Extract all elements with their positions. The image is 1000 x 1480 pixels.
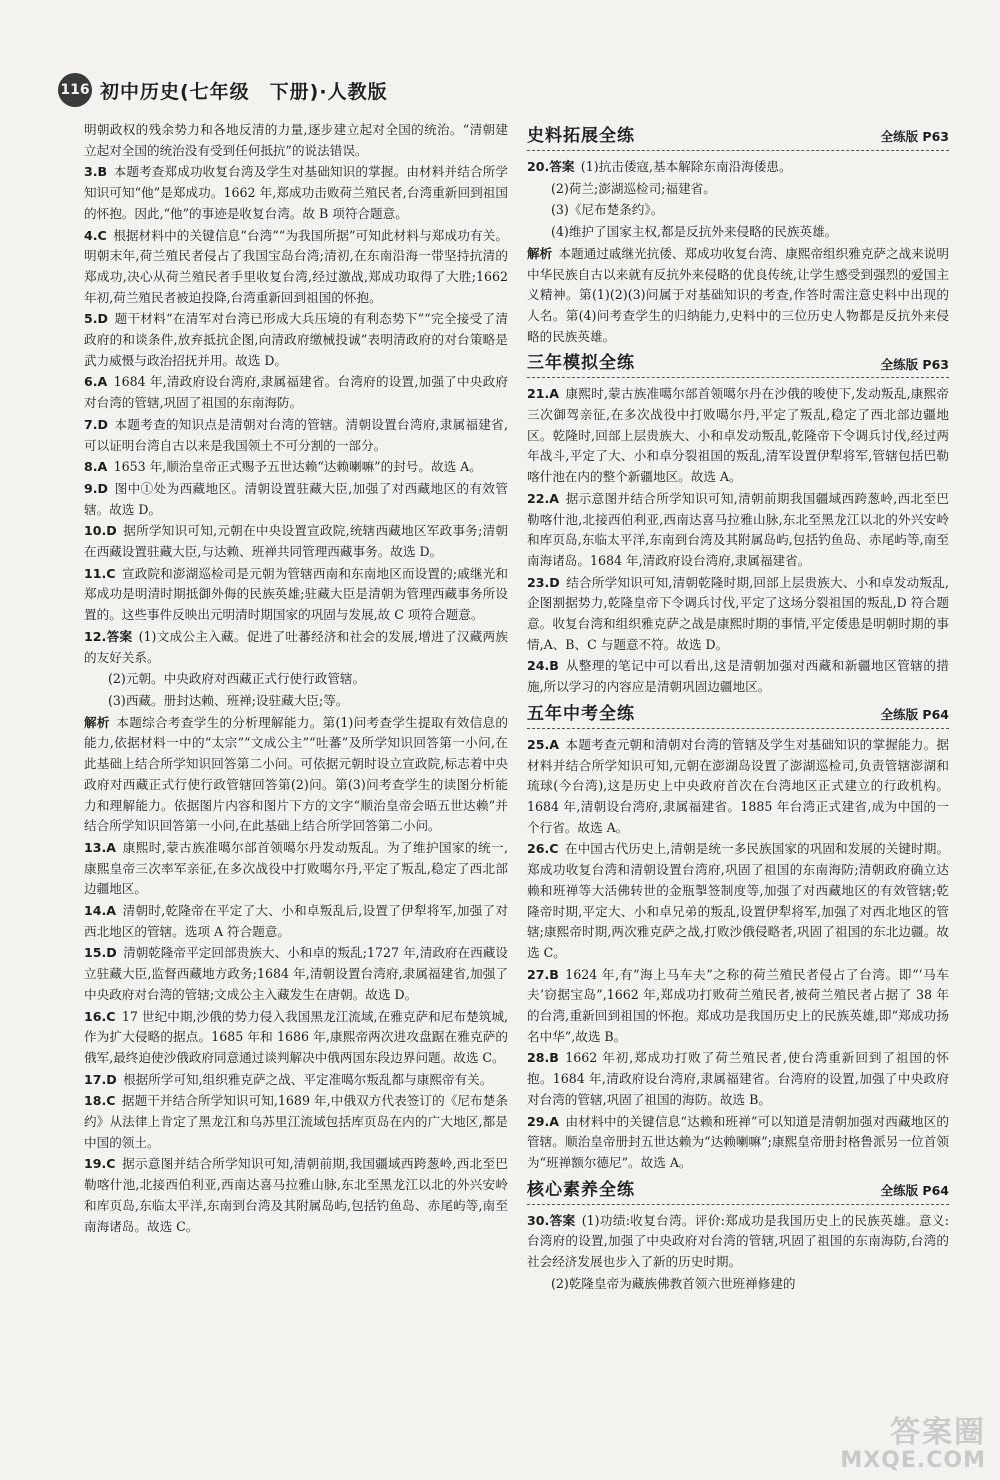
answer-item xyxy=(84,901,508,942)
answer-item xyxy=(84,479,508,520)
watermark-logo-text: 答案圈 xyxy=(890,1415,986,1450)
answer-label: 30.答案 xyxy=(527,1212,576,1228)
answer-text: 1662 年初,郑成功打败了荷兰殖民者,使台湾重新回到了祖国的怀抱。1684 年,清政府设台湾府,隶属福建省。台湾府的设置,加强了中央政府对台湾的管辖,巩固了祖国的海防。故选 B。 xyxy=(527,1050,949,1107)
answer-label: 25.A xyxy=(527,736,560,752)
answer-label: 19.C xyxy=(84,1156,116,1172)
page-header xyxy=(58,70,958,110)
answer-item xyxy=(84,457,508,478)
section-title: 五年中考全练 xyxy=(527,703,635,724)
answer-text: 明朝政权的残余势力和各地反清的力量,逐步建立起对全国的统治。“清朝建立起对全国的统治没有受到任何抵抗”的说法错误。 xyxy=(84,122,508,158)
continued-paragraph xyxy=(84,120,508,161)
answer-text: (3)西藏。册封达赖、班禅;设驻藏大臣;等。 xyxy=(108,692,349,708)
answer-item xyxy=(84,943,508,1005)
right-column xyxy=(527,120,949,1465)
answer-label: 28.B xyxy=(527,1050,559,1066)
answer-text: 本题通过戚继光抗倭、郑成功收复台湾、康熙帝组织雅克萨之战来说明中华民族自古以来就有反抗外来侵略的优良传统,让学生感受到强烈的爱国主义精神。第(1)(2)(3)问属于对基础知识的考查,作答时需注意史料中出现的人名。第(4)问考查学生的归纳能力,史料中的三位历史人物都是反抗外来侵略的民族英雄。 xyxy=(527,245,949,344)
answer-subpart xyxy=(527,179,949,200)
section-page-reference: 全练版 P63 xyxy=(880,129,949,145)
answer-text: 据示意图并结合所学知识可知,清朝前期我国疆域西跨葱岭,西北至巴勒喀什池,北接西伯利亚,西南达喜马拉雅山脉,东北至黑龙江以北的外兴安岭和库页岛,东临太平洋,东南到台湾及其附属岛屿,包括钓鱼岛、赤尾屿等,南至南海诸岛。1684 年,清政府设台湾府,隶属福建省。 xyxy=(527,490,949,568)
answer-label: 3.B xyxy=(84,164,108,180)
answer-text: 在中国古代历史上,清朝是统一多民族国家的巩固和发展的关键时期。郑成功收复台湾和清朝设置台湾府,巩固了祖国的东南海防;清朝政府确立达赖和班禅等大活佛转世的金瓶掣签制度等,加强了对西藏地区的有效管辖;乾隆帝时期,平定大、小和卓兄弟的叛乱,设置伊犁将军,加强了对西北地区的管辖;康熙帝时期,两次雅克萨之战,打败沙俄侵略者,巩固了祖国的东北边疆。故选 C。 xyxy=(527,841,949,960)
answer-item xyxy=(84,713,508,837)
page-number-badge: 116 xyxy=(58,73,92,107)
answer-label: 17.D xyxy=(84,1071,117,1087)
answer-item xyxy=(84,226,508,309)
answer-text: 康熙时,蒙古族准噶尔部首领噶尔丹发动叛乱。为了维护国家的统一,康熙皇帝三次率军亲征,在多次战役中打败噶尔丹,平定了叛乱,稳定了西北部边疆地区。 xyxy=(84,839,508,897)
answer-text: 根据材料中的关键信息“台湾”“为我国所据”可知此材料与郑成功有关。明朝末年,荷兰殖民者侵占了我国宝岛台湾;清初,在东南沿海一带坚持抗清的郑成功,决心从荷兰殖民者手里收复台湾,经过激战,郑成功取得了大胜;1662 年初,荷兰殖民者被迫投降,台湾重新回到祖国的怀抱。 xyxy=(84,227,508,305)
answer-text: 康熙时,蒙古族准噶尔部首领噶尔丹在沙俄的唆使下,发动叛乱,康熙帝三次御驾亲征,在多次战役中打败噶尔丹,平定了叛乱,稳定了西北部边疆地区。乾隆时,回部上层贵族大、小和卓发动叛乱,乾隆帝下令调兵讨伐,经过两年战斗,平定了大、小和卓分裂祖国的叛乱,清军设置伊犁将军,管辖包括巴勒喀什池在内的整个新疆地区。故选 A。 xyxy=(527,386,949,485)
answer-subpart xyxy=(527,1274,949,1295)
answer-text: (1)功绩:收复台湾。评价:郑成功是我国历史上的民族英雄。意义:台湾府的设置,加强了中央政府对台湾的管辖,巩固了祖国的东南海防,台湾的社会经济发展也步入了新的历史时期。 xyxy=(527,1212,949,1270)
answer-item xyxy=(527,1211,949,1273)
answer-item xyxy=(84,1070,508,1091)
answer-label: 7.D xyxy=(84,416,109,432)
answer-text: 图中①处为西藏地区。清朝设置驻藏大臣,加强了对西藏地区的有效管辖。故选 D。 xyxy=(84,480,508,517)
answer-item xyxy=(84,838,508,900)
answer-item xyxy=(84,521,508,562)
answer-label: 22.A xyxy=(527,490,560,506)
answer-item xyxy=(84,162,508,224)
answer-label: 24.B xyxy=(527,658,559,674)
answer-item xyxy=(84,415,508,456)
answer-label: 11.C xyxy=(84,565,116,581)
book-title: 初中历史(七年级 下册)·人教版 xyxy=(100,80,388,103)
answer-text: 题干材料“在清军对台湾已形成大兵压境的有利态势下”“完全接受了清政府的和谈条件,放弃抵抗企图,向清政府缴械投诚”表明清政府的对台策略是武力威慑与政治招抚并用。故选 D。 xyxy=(84,311,508,368)
answer-item xyxy=(84,627,508,668)
answer-item xyxy=(527,965,949,1048)
section-page-reference: 全练版 P64 xyxy=(880,1182,949,1198)
answer-label: 26.C xyxy=(527,841,559,857)
watermark-domain: MXQE.COM xyxy=(840,1448,986,1473)
answer-item xyxy=(527,489,949,572)
answer-text: 本题综合考查学生的分析理解能力。第(1)问考查学生提取有效信息的能力,依据材料一中的“太宗”“文成公主”“吐蕃”及所学知识回答第一小问,在此基础上结合所学知识回答第二小问。可依据元朝时设立宣政院,标志着中央政府对西藏正式行使行政管辖回答第(2)问。第(3)问考查学生的读图分析能力和理解能力。依据图片内容和图片下方的文字“顺治皇帝会晤五世达赖”并结合所学知识回答第一小问,在此基础上结合所学回答第二小问。 xyxy=(84,714,508,834)
section-header xyxy=(527,702,949,729)
answer-label: 10.D xyxy=(84,523,117,539)
answer-text: 从整理的笔记中可以看出,这是清朝加强对西藏和新疆地区管辖的措施,所以学习的内容应是清朝巩固边疆地区。 xyxy=(527,658,949,695)
site-watermark xyxy=(840,1415,986,1473)
answer-item xyxy=(84,564,508,626)
answer-text: 清朝时,乾隆帝在平定了大、小和卓叛乱后,设置了伊犁将军,加强了对西北地区的管辖。选项 A 符合题意。 xyxy=(84,903,508,939)
answer-label: 15.D xyxy=(84,945,117,961)
answer-label: 14.A xyxy=(84,903,117,919)
answer-item xyxy=(527,839,949,963)
answer-item xyxy=(84,1091,508,1153)
section-title: 史料拓展全练 xyxy=(527,126,635,146)
answer-text: (2)荷兰;澎湖巡检司;福建省。 xyxy=(551,180,716,196)
section-header xyxy=(527,124,949,151)
answer-text: 宣政院和澎湖巡检司是元朝为管辖西南和东南地区而设置的;戚继光和郑成功是明清时期抵御外侮的民族英雄;驻藏大臣是清朝为管理西藏事务所设置的。这些事件反映出元明清时期国家的巩固与发展,故 C 项符合题意。 xyxy=(84,565,508,623)
answer-subpart xyxy=(84,691,508,712)
answer-text: 由材料中的关键信息“达赖和班禅”可以知道是清朝加强对西藏地区的管辖。顺治皇帝册封五世达赖为“达赖喇嘛”;康熙皇帝册封格鲁派另一位首领为“班禅额尔德尼”。故选 A。 xyxy=(527,1113,949,1170)
answer-item xyxy=(84,1007,508,1069)
answer-label: 21.A xyxy=(527,386,560,402)
answer-text: 据示意图并结合所学知识可知,清朝前期,我国疆域西跨葱岭,西北至巴勒喀什池,北接西伯利亚,西南达喜马拉雅山脉,东北至黑龙江以北的外兴安岭和库页岛,东临太平洋,东南到台湾及其附属岛屿,包括钓鱼岛、赤尾屿等,南至南海诸岛。故选 C。 xyxy=(84,1156,508,1234)
answer-item xyxy=(527,1048,949,1110)
section-title: 核心素养全练 xyxy=(527,1179,635,1200)
answer-item xyxy=(84,372,508,413)
answer-label: 6.A xyxy=(84,374,108,390)
answer-text: 本题考查的知识点是清朝对台湾的管辖。清朝设置台湾府,隶属福建省,可以证明台湾自古以来是我国领土不可分割的一部分。 xyxy=(84,416,508,453)
answer-text: 1653 年,顺治皇帝正式赐予五世达赖“达赖喇嘛”的封号。故选 A。 xyxy=(113,459,482,475)
answer-label: 20.答案 xyxy=(527,159,575,174)
answer-label: 8.A xyxy=(84,459,108,475)
answer-text: 清朝乾隆帝平定回部贵族大、小和卓的叛乱;1727 年,清政府在西藏设立驻藏大臣,监督西藏地方政务;1684 年,清朝设置台湾府,隶属福建省,加强了中央政府对台湾的管辖;文成公主入藏发生在唐朝。故选 D。 xyxy=(84,945,508,1002)
section-header xyxy=(527,1178,949,1205)
answer-text: (2)元朝。中央政府对西藏正式行使行政管辖。 xyxy=(108,671,366,687)
answer-item xyxy=(84,309,508,371)
answer-text: 1684 年,清政府设台湾府,隶属福建省。台湾府的设置,加强了中央政府对台湾的管辖,巩固了祖国的东南海防。 xyxy=(84,374,508,411)
answer-item xyxy=(527,157,949,178)
answer-text: 本题考查元朝和清朝对台湾的管辖及学生对基础知识的掌握能力。据材料并结合所学知识可知,元朝在澎湖岛设置了澎湖巡检司,负责管辖澎湖和琉球(今台湾),这是历史上中央政府首次在台湾地区正式建立的行政机构。1684 年,清朝设台湾府,隶属福建省。1885 年台湾正式建省,成为中国的一个行省。故选 A。 xyxy=(527,736,949,835)
answer-item xyxy=(527,573,949,656)
answer-label: 9.D xyxy=(84,480,109,496)
answer-text: 1624 年,有“海上马车夫”之称的荷兰殖民者侵占了台湾。即“‘马车夫’窃据宝岛”,1662 年,郑成功打败荷兰殖民者,被荷兰殖民者占据了 38 年的台湾,重新回到祖国的怀抱。郑成功是我国历史上的民族英雄,即“郑成功扬名中华”,故选 B。 xyxy=(527,966,949,1044)
section-title: 三年模拟全练 xyxy=(527,353,635,374)
answer-label: 4.C xyxy=(84,227,107,243)
answer-label: 29.A xyxy=(527,1113,560,1129)
answer-item xyxy=(527,656,949,697)
answer-text: 结合所学知识可知,清朝乾隆时期,回部上层贵族大、小和卓发动叛乱,企图割据势力,乾隆皇帝下令调兵讨伐,平定了这场分裂祖国的叛乱,D 符合题意。收复台湾和组织雅克萨之战是康熙时期的事情,平定倭患是明朝时期的事情,A、B、C 与题意不符。故选 D。 xyxy=(527,574,949,652)
section-page-reference: 全练版 P63 xyxy=(880,356,949,372)
answer-label: 12.答案 xyxy=(84,628,133,644)
answer-text: (3)《尼布楚条约》。 xyxy=(551,202,664,218)
left-column xyxy=(84,120,508,1465)
answer-text: 本题考查郑成功收复台湾及学生对基础知识的掌握。由材料并结合所学知识可知“他”是郑成功。1662 年,郑成功击败荷兰殖民者,台湾重新回到祖国的怀抱。因此,“他”的事迹是收复台湾。故 B 项符合题意。 xyxy=(84,164,508,221)
answer-text: 据所学知识可知,元朝在中央设置宣政院,统辖西藏地区军政事务;清朝在西藏设置驻藏大臣,与达赖、班禅共同管理西藏事务。故选 D。 xyxy=(84,523,508,560)
answer-label: 13.A xyxy=(84,839,117,855)
answer-label: 解析 xyxy=(527,245,553,261)
answer-item xyxy=(527,384,949,488)
section-header xyxy=(527,351,949,378)
answer-item xyxy=(527,244,949,348)
answer-subpart xyxy=(527,222,949,243)
answer-subpart xyxy=(527,200,949,221)
answer-label: 27.B xyxy=(527,966,559,982)
answer-text: (1)抗击倭寇,基本解除东南沿海倭患。 xyxy=(580,159,792,174)
answer-item xyxy=(527,735,949,839)
answer-text: (2)乾隆皇帝为藏族佛教首领六世班禅修建的 xyxy=(551,1275,796,1291)
answer-label: 5.D xyxy=(84,311,109,327)
answer-subpart xyxy=(84,669,508,690)
answer-text: 根据所学可知,组织雅克萨之战、平定准噶尔叛乱都与康熙帝有关。 xyxy=(123,1071,493,1087)
answer-label: 解析 xyxy=(84,714,110,730)
answer-text: 17 世纪中期,沙俄的势力侵入我国黑龙江流域,在雅克萨和尼布楚筑城,作为扩大侵略的据点。1685 年和 1686 年,康熙帝两次进攻盘踞在雅克萨的俄军,最终迫使沙俄政府同意通过谈判解决中俄两国东段边界问题。故选 C。 xyxy=(84,1008,508,1065)
answer-label: 16.C xyxy=(84,1008,116,1024)
answer-label: 23.D xyxy=(527,574,560,590)
answer-text: (4)维护了国家主权,都是反抗外来侵略的民族英雄。 xyxy=(551,224,838,240)
answer-text: 据题干并结合所学知识可知,1689 年,中俄双方代表签订的《尼布楚条约》从法律上肯定了黑龙江和乌苏里江流域包括库页岛在内的广大地区,都是中国的领土。 xyxy=(84,1093,508,1150)
answer-item xyxy=(527,1112,949,1174)
answer-label: 18.C xyxy=(84,1093,116,1109)
answer-item xyxy=(84,1154,508,1237)
section-page-reference: 全练版 P64 xyxy=(880,707,949,723)
answer-text: (1)文成公主入藏。促进了吐蕃经济和社会的发展,增进了汉藏两族的友好关系。 xyxy=(84,628,508,665)
